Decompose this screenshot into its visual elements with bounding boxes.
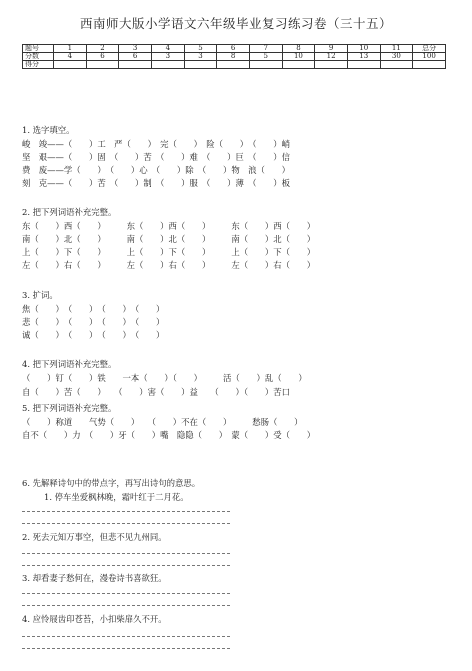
poem-item: 2. 死去元知万事空，但悲不见九州同。 — [22, 532, 167, 542]
cell: 6 — [119, 53, 152, 61]
score-input-cell[interactable] — [315, 61, 348, 69]
cell: 5 — [249, 53, 282, 61]
score-input-cell[interactable] — [347, 61, 380, 69]
answer-line[interactable] — [22, 593, 230, 594]
cell: 11 — [380, 45, 413, 53]
q4-line: （ ）钉（ ）铁 一本（ ）（ ） 活（ ）乱（ ） — [22, 373, 307, 383]
q5-heading: 5. 把下列词语补充完整。 — [22, 403, 117, 413]
q4-line: 自（ ）苦（ ） （ ）害（ ）益 （ ）（ ）苦口 — [22, 387, 290, 397]
page-title: 西南师大版小学语文六年级毕业复习练习卷（三十五） — [79, 16, 392, 31]
cell: 8 — [282, 45, 315, 53]
q2-line: 左（ ）右（ ） 左（ ）右（ ） 左（ ）右（ ） — [22, 260, 316, 270]
cell: 5 — [184, 45, 217, 53]
q4-heading: 4. 把下列词语补充完整。 — [22, 359, 117, 369]
cell: 6 — [86, 53, 119, 61]
q2-line: 南（ ）北（ ） 南（ ）北（ ） 南（ ）北（ ） — [22, 234, 316, 244]
cell: 1 — [54, 45, 87, 53]
answer-line[interactable] — [22, 565, 230, 566]
row-label: 题号 — [23, 45, 54, 53]
poem-item: 1. 停车坐爱枫林晚，霜叶红于二月花。 — [44, 492, 189, 502]
cell: 3 — [119, 45, 152, 53]
score-input-cell[interactable] — [184, 61, 217, 69]
q3-heading: 3. 扩词。 — [22, 290, 58, 300]
score-input-cell[interactable] — [413, 61, 446, 69]
score-table — [22, 44, 446, 69]
score-input-cell[interactable] — [54, 61, 87, 69]
cell: 10 — [282, 53, 315, 61]
cell: 9 — [315, 45, 348, 53]
poem-item: 4. 应怜屐齿印苍苔，小扣柴扉久不开。 — [22, 614, 167, 624]
cell: 4 — [54, 53, 87, 61]
score-input-cell[interactable] — [217, 61, 250, 69]
answer-line[interactable] — [22, 523, 230, 524]
score-input-cell[interactable] — [282, 61, 315, 69]
answer-line[interactable] — [22, 553, 230, 554]
score-input-cell[interactable] — [86, 61, 119, 69]
cell: 3 — [184, 53, 217, 61]
q3-line: 悲（ ） （ ） （ ） （ ） — [22, 317, 165, 327]
cell: 13 — [347, 53, 380, 61]
q2-line: 东（ ）西（ ） 东（ ）西（ ） 东（ ）西（ ） — [22, 221, 316, 231]
cell: 7 — [249, 45, 282, 53]
q6-heading: 6. 先解释诗句中的带点字，再写出诗句的意思。 — [22, 478, 201, 488]
answer-line[interactable] — [22, 636, 230, 637]
q2-heading: 2. 把下列词语补充完整。 — [22, 207, 117, 217]
cell: 10 — [347, 45, 380, 53]
q2-line: 上（ ）下（ ） 上（ ）下（ ） 上（ ）下（ ） — [22, 247, 316, 257]
q1-line: 峻 竣——（ ）工 严（ ） 完（ ） 险（ ） （ ）峭 — [22, 139, 290, 149]
score-row-earned — [23, 61, 446, 69]
cell: 3 — [151, 53, 184, 61]
cell: 2 — [86, 45, 119, 53]
score-input-cell[interactable] — [119, 61, 152, 69]
score-input-cell[interactable] — [380, 61, 413, 69]
answer-line[interactable] — [22, 511, 230, 512]
q3-line: 诚（ ） （ ） （ ） （ ） — [22, 330, 165, 340]
cell: 12 — [315, 53, 348, 61]
answer-line[interactable] — [22, 648, 230, 649]
cell: 总分 — [413, 45, 446, 53]
cell: 8 — [217, 53, 250, 61]
q1-line: 刻 克——（ ）苦 （ ）制 （ ）服 （ ）薄 （ ）板 — [22, 178, 290, 188]
score-input-cell[interactable] — [249, 61, 282, 69]
cell: 4 — [151, 45, 184, 53]
q1-line: 费 废——学（ ） （ ）心 （ ）除 （ ）物 浪（ ） — [22, 165, 290, 175]
cell: 30 — [380, 53, 413, 61]
q1-line: 坚 艰——（ ）固 （ ）苦 （ ）难 （ ）巨 （ ）信 — [22, 152, 290, 162]
row-label: 分数 — [23, 53, 54, 61]
row-label: 得分 — [23, 61, 54, 69]
answer-line[interactable] — [22, 605, 230, 606]
q5-line: （ ）称道 气势（ ） （ ）不在（ ） 愁肠（ ） — [22, 417, 303, 427]
poem-item: 3. 却看妻子愁何在，漫卷诗书喜欲狂。 — [22, 573, 167, 583]
q3-line: 焦（ ） （ ） （ ） （ ） — [22, 304, 165, 314]
q5-line: 自不（ ）力 （ ）牙（ ）嘴 隐隐（ ） 蒙（ ）受（ ） — [22, 430, 316, 440]
score-row-points — [23, 53, 446, 61]
cell: 100 — [413, 53, 446, 61]
score-input-cell[interactable] — [151, 61, 184, 69]
cell: 6 — [217, 45, 250, 53]
q1-heading: 1. 选字填空。 — [22, 125, 75, 135]
